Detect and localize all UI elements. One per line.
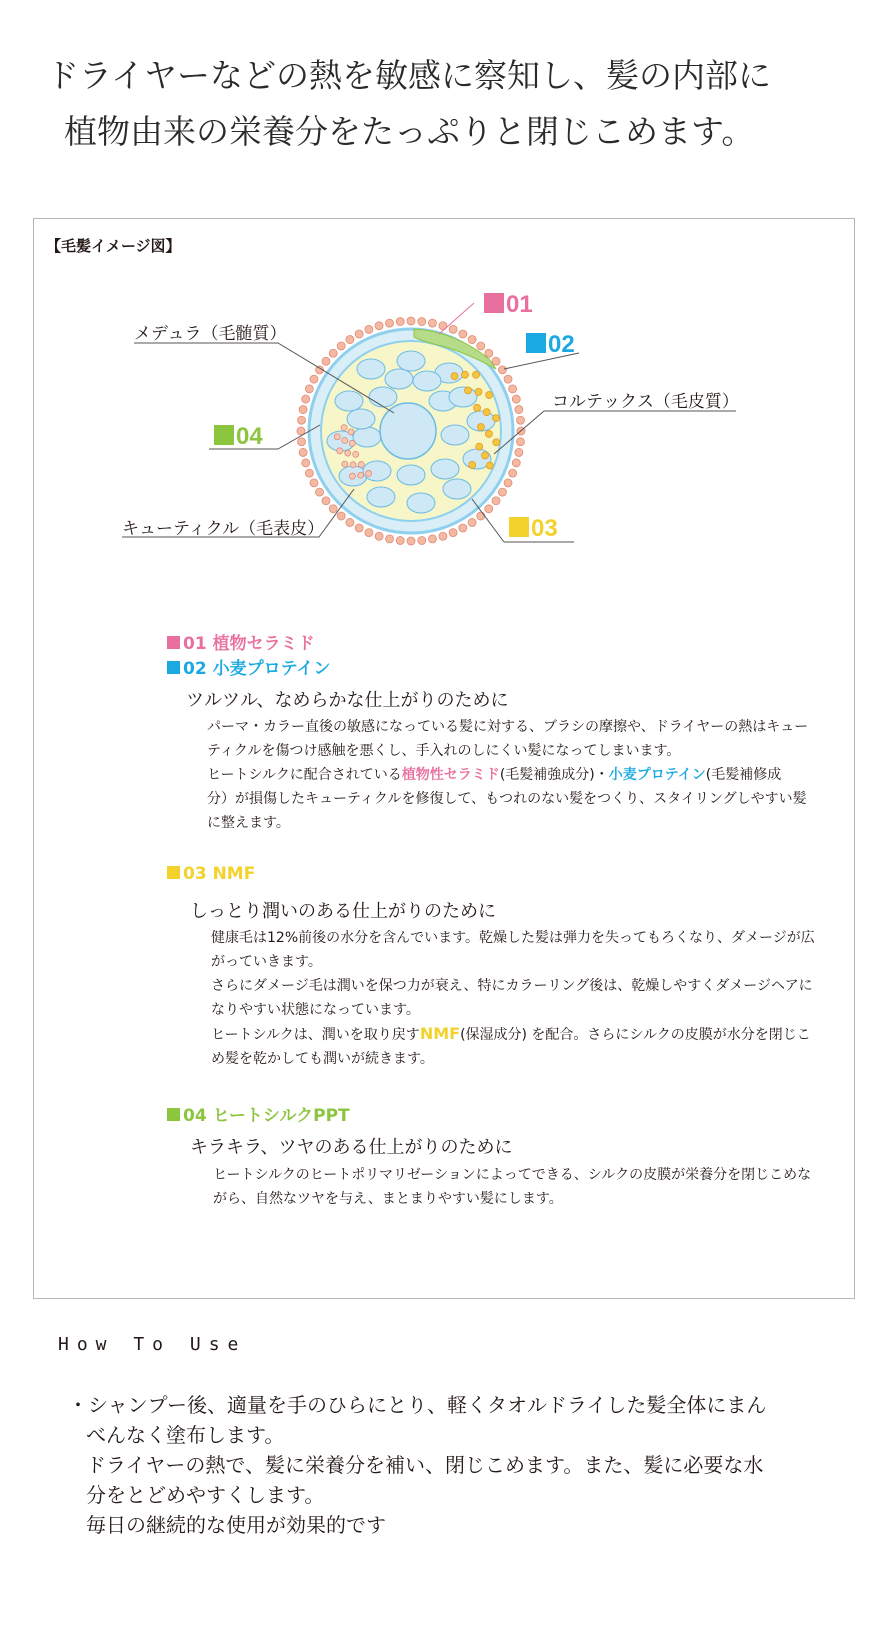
headline-line-1: ドライヤーなどの熱を敏感に察知し、髪の内部に (46, 56, 772, 95)
cuticle-dot (299, 448, 307, 456)
cuticle-dot (477, 342, 485, 350)
label-cuticle: キューティクル（毛表皮） (122, 519, 325, 539)
cuticle-dot (498, 366, 506, 374)
section-02-heading (167, 654, 330, 679)
cuticle-dot (302, 395, 310, 403)
section-03-p1-line1: 健康毛は12%前後の水分を含んでいます。乾燥した髪は弾力を失ってもろくなり、ダメージが広 (211, 930, 815, 946)
section-03-p3-line2: め髪を乾かしても潤いが続きます。 (211, 1051, 434, 1067)
ceramide-dot (353, 451, 359, 457)
cuticle-dot (439, 532, 447, 540)
section-01-p2-line2: 分）が損傷したキューティクルを修復して、もつれのない髪をつくり、スタイリングしやすい髪 (207, 791, 807, 807)
cuticle-dot (302, 459, 310, 467)
section-04-body (213, 1163, 811, 1211)
section-04-subtitle: キラキラ、ツヤのある仕上がりのために (190, 1137, 513, 1158)
cuticle-dot (322, 357, 330, 365)
cuticle-dot (504, 375, 512, 383)
text-segment: (保湿成分) を配合。さらにシルクの皮膜が水分を閉じこ (460, 1027, 811, 1043)
hair-diagram-panel (33, 218, 855, 1299)
section-01-heading (167, 629, 315, 654)
section-01-subtitle: ツルツル、なめらかな仕上がりのために (186, 690, 509, 711)
cuticle-dot (386, 535, 394, 543)
cuticle-dot (512, 459, 520, 467)
how-to-use-line-2: べんなく塗布します。 (86, 1423, 285, 1447)
section-03-p3-line1 (211, 1022, 815, 1047)
section-04-p1-line1: ヒートシルクのヒートポリマリゼーションによってできる、シルクの皮膜が栄養分を閉じこめな (213, 1167, 812, 1183)
section-03-heading-text: 03 NMF (183, 864, 256, 884)
section-04-heading-text: 04 ヒートシルクPPT (183, 1106, 350, 1126)
cuticle-dot (498, 488, 506, 496)
cuticle-dot (298, 416, 306, 424)
cuticle-dot (515, 448, 523, 456)
cortex-cell (385, 369, 413, 389)
how-to-use-line-5: 毎日の継続的な使用が効果的です (86, 1513, 386, 1537)
section-01-heading-text: 01 植物セラミド (183, 634, 315, 654)
cortex-cell (335, 391, 363, 411)
cuticle-dot (355, 330, 363, 338)
badge-04 (214, 423, 263, 451)
highlight-wheat-protein: 小麦プロテイン (608, 767, 706, 783)
cuticle-dot (418, 318, 426, 326)
ceramide-dot (358, 462, 364, 468)
cuticle-dot (316, 488, 324, 496)
badge-01-square (484, 293, 504, 313)
text-segment: ヒートシルクは、潤いを取り戻す (211, 1027, 420, 1043)
cuticle-dot (407, 317, 415, 325)
cuticle-dot (305, 385, 313, 393)
highlight-ceramide: 植物性セラミド (401, 767, 500, 783)
cuticle-dot (509, 385, 517, 393)
text-segment: (毛髪補修成 (705, 767, 782, 783)
cortex-cell (407, 493, 435, 513)
nmf-dot (473, 371, 480, 378)
cortex-cell (347, 409, 375, 429)
headline-line-2: 植物由来の栄養分をたっぷりと閉じこめます。 (64, 112, 755, 151)
ceramide-dot (358, 472, 364, 478)
nmf-dot (477, 424, 484, 431)
cuticle-dot (418, 536, 426, 544)
cuticle-dot (346, 518, 354, 526)
cuticle-dot (365, 325, 373, 333)
cuticle-dot (477, 512, 485, 520)
cortex-cell (413, 371, 441, 391)
cuticle-dot (375, 532, 383, 540)
section-03-p2-line1: さらにダメージ毛は潤いを保つ力が衰え、特にカラーリング後は、乾燥しやすくダメージヘアに (211, 978, 813, 994)
section-01-p2-line3: に整えます。 (207, 815, 290, 831)
how-to-use-line-3: ドライヤーの熱で、髪に栄養分を補い、閉じこめます。また、髪に必要な水 (86, 1453, 764, 1477)
cuticle-dot (310, 479, 318, 487)
cuticle-dot (468, 336, 476, 344)
nmf-dot (475, 388, 482, 395)
cuticle-dot (386, 319, 394, 327)
cortex-cell (357, 359, 385, 379)
badge-02-number: 02 (548, 331, 575, 358)
cuticle-dot (365, 529, 373, 537)
nmf-dot (474, 404, 481, 411)
badge-03 (509, 515, 558, 543)
cuticle-dot (459, 330, 467, 338)
cuticle-dot (305, 469, 313, 477)
nmf-dot (486, 392, 493, 399)
cuticle-dot (492, 357, 500, 365)
cuticle-dot (337, 342, 345, 350)
cortex-cell (367, 487, 395, 507)
cortex-cell (397, 351, 425, 371)
label-medulla: メデュラ（毛髄質） (134, 324, 287, 344)
nmf-dot (485, 430, 492, 437)
text-segment: (毛髪補強成分)・ (499, 767, 609, 783)
cuticle-dot (396, 318, 404, 326)
nmf-dot (469, 461, 476, 468)
ceramide-dot (349, 440, 355, 446)
cortex-cell (397, 465, 425, 485)
badge-02-square (526, 333, 546, 353)
ceramide-dot (349, 473, 355, 479)
cuticle-dot (375, 322, 383, 330)
section-01-body (207, 715, 808, 835)
section-01-square (167, 636, 180, 649)
ceramide-dot (348, 429, 354, 435)
cuticle-dot (346, 336, 354, 344)
cuticle-dot (329, 505, 337, 513)
section-03-subtitle: しっとり潤いのある仕上がりのために (190, 901, 496, 922)
nmf-dot (486, 462, 493, 469)
cuticle-dot (428, 535, 436, 543)
nmf-dot (465, 387, 472, 394)
cuticle-dot (322, 497, 330, 505)
ceramide-dot (342, 438, 348, 444)
section-03-p2-line2: なりやすい状態になっています。 (211, 1002, 420, 1018)
section-01-p2-line1 (207, 763, 808, 787)
cuticle-dot (355, 524, 363, 532)
badge-03-square (509, 517, 529, 537)
badge-03-number: 03 (531, 515, 558, 542)
ceramide-dot (337, 448, 343, 454)
cuticle-dot (516, 438, 524, 446)
how-to-use-body (68, 1390, 766, 1540)
cuticle-dot (504, 479, 512, 487)
nmf-dot (493, 439, 500, 446)
cuticle-dot (515, 406, 523, 414)
panel-title: 【毛髪イメージ図】 (46, 237, 181, 255)
cuticle-dot (459, 524, 467, 532)
cuticle-dot (337, 512, 345, 520)
cuticle-dot (449, 529, 457, 537)
cuticle-dot (516, 416, 524, 424)
section-02-square (167, 661, 180, 674)
section-02-heading-text: 02 小麦プロテイン (183, 659, 331, 679)
ceramide-dot (334, 434, 340, 440)
nmf-dot (493, 415, 500, 422)
cortex-cell (441, 425, 469, 445)
badge-04-square (214, 425, 234, 445)
section-01-p1-line1: パーマ・カラー直後の敏感になっている髪に対する、ブラシの摩擦や、ドライヤーの熱はキュー (207, 719, 809, 735)
section-03-heading (167, 864, 255, 884)
section-04-p1-line2: がら、自然なツヤを与え、まとまりやすい髪にします。 (213, 1191, 563, 1207)
cortex-cell (443, 479, 471, 499)
cuticle-dot (492, 497, 500, 505)
ceramide-dot (350, 462, 356, 468)
cuticle-dot (298, 438, 306, 446)
text-segment: ヒートシルクに配合されている (207, 767, 402, 783)
cortex-cell (431, 459, 459, 479)
ceramide-dot (341, 425, 347, 431)
how-to-use-line-4: 分をとどめやすくします。 (86, 1483, 325, 1507)
section-03-p1-line2: がっていきます。 (211, 954, 322, 970)
nmf-dot (451, 373, 458, 380)
cuticle-dot (449, 325, 457, 333)
cuticle-dot (299, 406, 307, 414)
section-01-p1-line2: ティクルを傷つけ感触を悪くし、手入れのしにくい髪になってしまいます。 (207, 743, 681, 759)
badge-01-number: 01 (506, 291, 533, 318)
nmf-dot (461, 371, 468, 378)
label-cortex: コルテックス（毛皮質） (552, 392, 739, 412)
nmf-dot (482, 452, 489, 459)
cortex-cell (449, 387, 477, 407)
cuticle-dot (396, 536, 404, 544)
cuticle-dot (428, 319, 436, 327)
nmf-dot (476, 443, 483, 450)
badge-02 (526, 331, 575, 359)
section-03-square (167, 866, 180, 879)
section-04-square (167, 1108, 180, 1121)
cuticle-dot (407, 537, 415, 545)
cuticle-dot (512, 395, 520, 403)
cuticle-dot (485, 505, 493, 513)
cuticle-dot (310, 375, 318, 383)
cuticle-dot (509, 469, 517, 477)
badge-01 (484, 291, 533, 319)
how-to-use-title: How To Use (58, 1334, 247, 1355)
cuticle-dot (329, 349, 337, 357)
section-04-heading (167, 1101, 350, 1126)
section-03-body (211, 926, 815, 1071)
ceramide-dot (345, 450, 351, 456)
cuticle-dot (468, 518, 476, 526)
cortex-cell (353, 427, 381, 447)
highlight-nmf: NMF (419, 1024, 461, 1043)
ceramide-dot (342, 461, 348, 467)
nmf-dot (483, 409, 490, 416)
cortex-cell (369, 387, 397, 407)
badge-04-number: 04 (236, 423, 263, 450)
how-to-use-line-1: ・シャンプー後、適量を手のひらにとり、軽くタオルドライした髪全体にまん (68, 1393, 767, 1417)
medulla (380, 403, 436, 459)
ceramide-dot (366, 470, 372, 476)
